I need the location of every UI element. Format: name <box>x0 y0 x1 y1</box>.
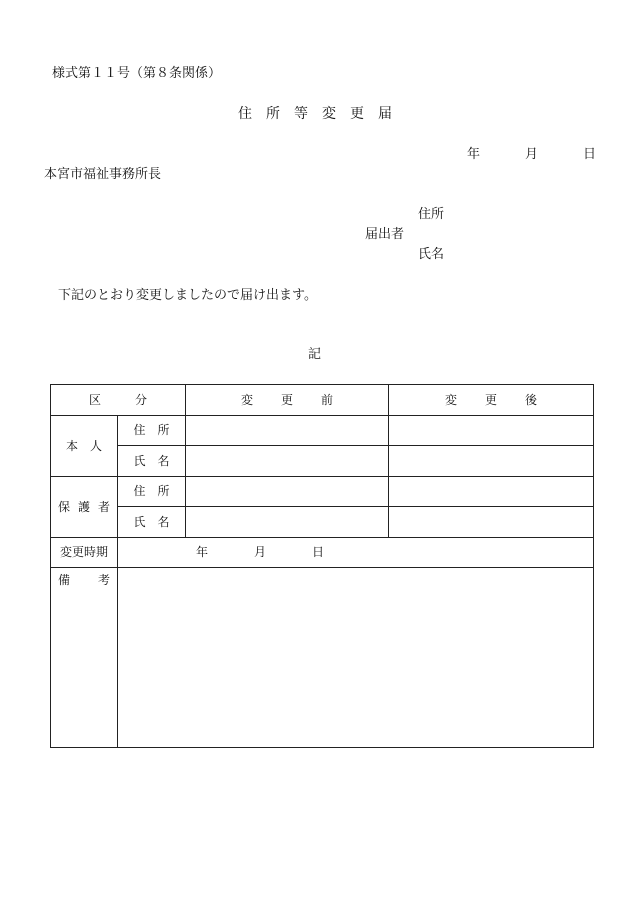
hogosha-name-label: 氏 名 <box>118 507 186 538</box>
change-date-field[interactable] <box>118 537 594 568</box>
hogosha-address-row <box>51 476 594 507</box>
hogosha-address-after-field[interactable] <box>389 476 594 507</box>
change-date-label: 変更時期 <box>51 537 118 568</box>
applicant-label: 届出者 <box>365 227 405 242</box>
addressee: 本宮市福祉事務所長 <box>44 167 162 182</box>
honnin-name-label: 氏 名 <box>118 446 186 477</box>
table-header-row <box>51 385 594 416</box>
honnin-address-before-field[interactable] <box>186 415 389 446</box>
honnin-name-after-field[interactable] <box>389 446 594 477</box>
header-kubun: 区 分 <box>51 385 186 416</box>
honnin-address-after-field[interactable] <box>389 415 594 446</box>
honnin-address-label: 住 所 <box>118 415 186 446</box>
applicant-name-label: 氏名 <box>418 247 445 262</box>
honnin-name-before-field[interactable] <box>186 446 389 477</box>
header-before: 変 更 前 <box>186 385 389 416</box>
date-day-label: 日 <box>583 147 597 162</box>
ki-heading: 記 <box>308 347 322 362</box>
hogosha-name-row <box>51 507 594 538</box>
remarks-label: 備 考 <box>51 568 118 748</box>
form-number: 様式第１１号（第８条関係） <box>52 66 222 81</box>
honnin-address-row <box>51 415 594 446</box>
applicant-address-label: 住所 <box>418 207 445 222</box>
honnin-label: 本 人 <box>51 415 118 476</box>
change-date-row <box>51 537 594 568</box>
remarks-field[interactable] <box>118 568 594 748</box>
date-year-label: 年 <box>467 147 481 162</box>
hogosha-address-before-field[interactable] <box>186 476 389 507</box>
intro-text: 下記のとおり変更しましたので届け出ます。 <box>58 288 317 303</box>
hogosha-address-label: 住 所 <box>118 476 186 507</box>
change-date-year-label: 年 <box>196 545 209 560</box>
document-title: 住 所 等 変 更 届 <box>238 106 392 122</box>
hogosha-name-before-field[interactable] <box>186 507 389 538</box>
date-month-label: 月 <box>525 147 539 162</box>
change-date-month-label: 月 <box>254 545 267 560</box>
change-date-day-label: 日 <box>312 545 325 560</box>
header-after: 変 更 後 <box>389 385 594 416</box>
honnin-name-row <box>51 446 594 477</box>
change-table <box>50 384 594 748</box>
remarks-row <box>51 568 594 748</box>
hogosha-name-after-field[interactable] <box>389 507 594 538</box>
submission-date <box>467 148 596 161</box>
hogosha-label: 保 護 者 <box>51 476 118 537</box>
